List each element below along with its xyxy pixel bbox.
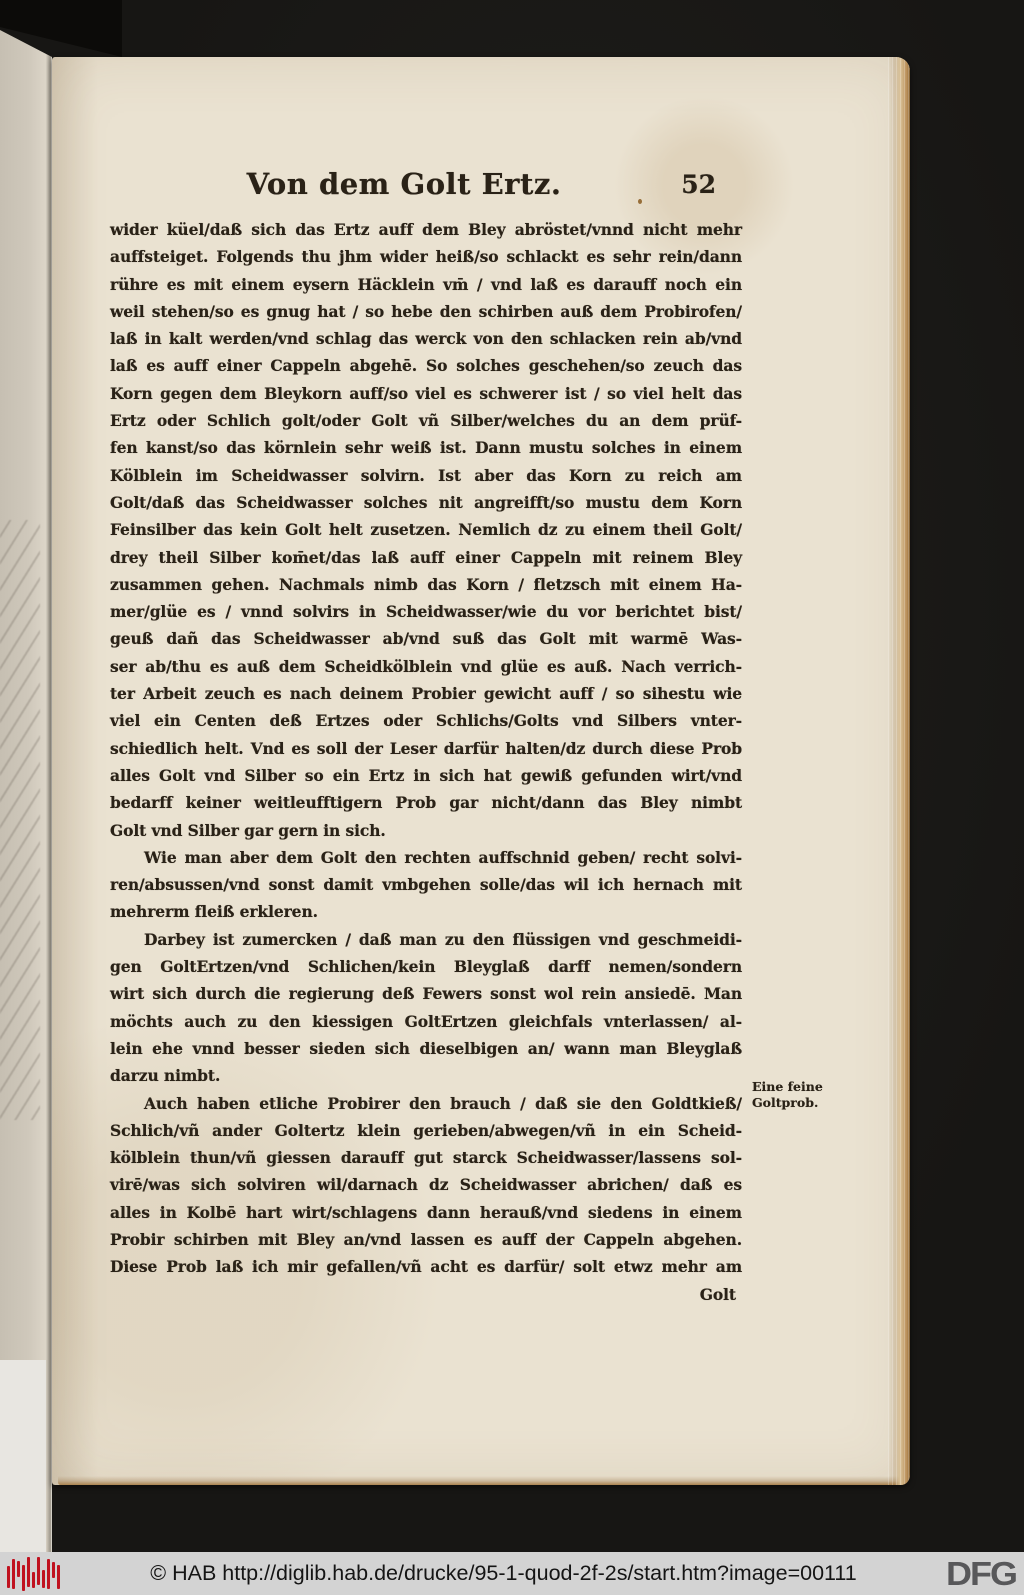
text-line: weil stehen/so es gnug hat / so hebe den schirben auß dem Probirofen/ xyxy=(110,301,742,321)
text-line: Darbey ist zumercken / daß man zu den flüssigen vnd geschmeidi- xyxy=(144,929,742,949)
text-line: bedarff keiner weitleufftigern Prob gar nicht/dann das Bley nimbt xyxy=(110,793,742,813)
text-line: wider küel/daß sich das Ertz auff dem Bley abröstet/vnnd nicht mehr xyxy=(110,220,742,239)
text-line: Probir schirben mit Bley an/vnd lassen es auff der Cappeln abgehen. xyxy=(110,1229,742,1249)
body-text-block xyxy=(110,216,742,1308)
text-line: mer/glüe es / vnnd solvirs in Scheidwasser/wie du vor berichtet bist/ xyxy=(110,602,742,622)
text-line: Feinsilber das kein Golt helt zusetzen. Nemlich dz zu einem theil Golt/ xyxy=(110,520,742,540)
page-header xyxy=(110,167,742,207)
text-line: viel ein Centen deß Ertzes oder Schlichs/Golts vnd Silbers vnter- xyxy=(110,711,742,731)
text-line: ter Arbeit zeuch es nach deinem Probier gewicht auff / so sihestu wie xyxy=(110,684,742,704)
footer-bar xyxy=(0,1552,1024,1595)
facing-page-edge xyxy=(0,0,52,1552)
hab-barcode-logo-icon xyxy=(7,1557,61,1591)
facing-page-ghost-text xyxy=(0,520,40,1120)
text-line: wirt sich durch die regierung deß Fewers sonst wol rein ansiedē. Man xyxy=(110,984,742,1004)
text-line: laß es auff einer Cappeln abgehē. So solches geschehen/so zeuch das xyxy=(110,356,742,376)
text-line: alles in Kolbē hart wirt/schlagens dann herauß/vnd siedens in einem xyxy=(110,1202,742,1222)
margin-note xyxy=(752,1079,844,1110)
text-line: Golt xyxy=(699,1284,736,1304)
text-line: virē/was sich solviren wil/darnach dz Scheidwasser abrichen/ daß es xyxy=(110,1175,742,1195)
text-line: möchts auch zu den kiessigen GoltErtzen gleichfals vnterlassen/ al- xyxy=(110,1011,742,1031)
text-line: auffsteiget. Folgends thu jhm wider heiß/so schlackt es sehr rein/dann xyxy=(110,247,742,267)
text-line: fen kanst/so das körnlein sehr weiß ist. Dann mustu solches in einem xyxy=(110,438,742,458)
text-line: geuß dañ das Scheidwasser ab/vnd suß das Golt mit warmē Was- xyxy=(110,629,742,649)
text-line: lein ehe vnnd besser sieden sich dieselbigen an/ wann man Bleyglaß xyxy=(110,1038,742,1058)
copyright-url-text: © HAB http://diglib.hab.de/drucke/95-1-quod-2f-2s/start.htm?image=00111 xyxy=(150,1561,857,1585)
running-title: Von dem Golt Ertz. xyxy=(246,167,562,201)
text-line: Schlich/vñ ander Goltertz klein gerieben/abwegen/vñ in ein Scheid- xyxy=(110,1120,742,1140)
text-line: Korn gegen dem Bleykorn auff/so viel es schwerer ist / so viel helt das xyxy=(110,383,742,403)
text-line: drey theil Silber kom̄et/das laß auff einer Cappeln mit reinem Bley xyxy=(110,547,742,567)
text-line: Wie man aber dem Golt den rechten auffschnid geben/ recht solvi- xyxy=(144,847,742,867)
page-number: 52 xyxy=(681,170,716,199)
text-line: zusammen gehen. Nachmals nimb das Korn / fletzsch mit einem Ha- xyxy=(110,574,742,594)
facing-page-edge-bottom xyxy=(0,1360,46,1552)
margin-note-line: Goltprob. xyxy=(752,1094,819,1110)
text-line: schiedlich helt. Vnd es soll der Leser darfür halten/dz durch diese Prob xyxy=(110,738,742,758)
text-line: Kölblein im Scheidwasser solvirn. Ist aber das Korn zu reich am xyxy=(110,465,742,485)
text-line: alles Golt vnd Silber so ein Ertz in sich hat gewiß gefunden wirt/vnd xyxy=(110,765,742,785)
text-line: Auch haben etliche Probirer den brauch / daß sie den Goldtkieß/ xyxy=(144,1093,742,1113)
text-line: ser ab/thu es auß dem Scheidkölblein vnd glüe es auß. Nach verrich- xyxy=(110,656,742,676)
margin-note-line: Eine feine xyxy=(752,1079,823,1094)
text-line: Ertz oder Schlich golt/oder Golt vñ Silber/welches du an dem prüf- xyxy=(110,411,742,431)
text-line: darzu nimbt. xyxy=(110,1066,221,1086)
text-line: mehrerm fleiß erkleren. xyxy=(110,902,318,922)
text-line: Golt/daß das Scheidwasser solches nit angreifft/so mustu dem Korn xyxy=(110,492,742,512)
book-page-scan xyxy=(52,57,910,1485)
text-line: Golt vnd Silber gar gern in sich. xyxy=(110,820,386,840)
text-line: rühre es mit einem eysern Häcklein vm̄ / vnd laß es darauff noch ein xyxy=(110,274,742,294)
text-line: Diese Prob laß ich mir gefallen/vñ acht es darfür/ solt etwz mehr am xyxy=(110,1257,742,1277)
text-line: gen GoltErtzen/vnd Schlichen/kein Bleyglaß darff nemen/sondern xyxy=(110,957,742,977)
text-line: kölblein thun/vñ giessen darauff gut starck Scheidwasser/lassens sol- xyxy=(110,1148,742,1168)
dfg-logo-icon: DFG xyxy=(946,1554,1016,1592)
text-line: laß in kalt werden/vnd schlag das werck von den schlacken rein ab/vnd xyxy=(110,329,742,349)
text-line: ren/absussen/vnd sonst damit vmbgehen solle/das wil ich hernach mit xyxy=(110,875,742,895)
